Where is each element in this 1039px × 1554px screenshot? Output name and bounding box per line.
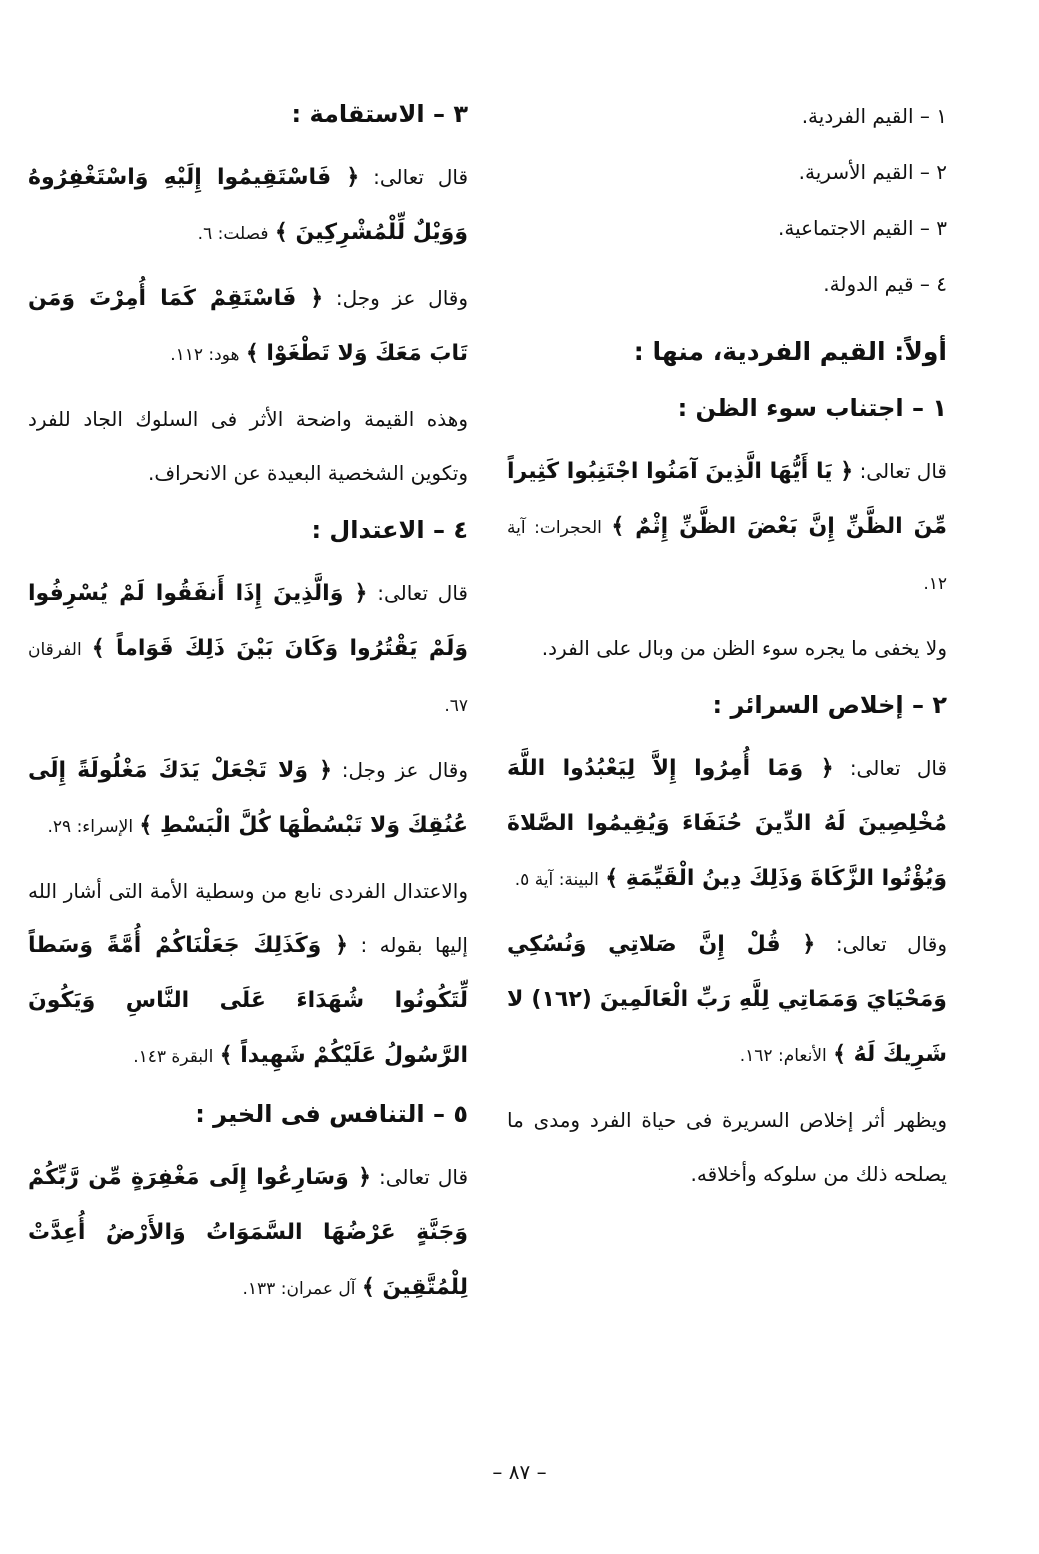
verse-text: ﴿ وَلا تَجْعَلْ يَدَكَ مَغْلُولَةً إِلَى عُنُقِكَ وَلا تَبْسُطْهَا كُلَّ الْبَسْطِ ﴾ (28, 758, 468, 838)
verse-reference: الأنعام: ١٦٢. (739, 1046, 827, 1066)
quran-quote (28, 1150, 468, 1316)
list-item: ٤ – قيم الدولة. (823, 272, 947, 296)
quote-intro: وقال عز وجل: (335, 286, 469, 310)
quran-quote (28, 271, 468, 382)
quote-intro: قال تعالى: (849, 756, 948, 780)
verse-text: ﴿ فَاسْتَقِيمُوا إِلَيْهِ وَاسْتَغْفِرُوهُ وَوَيْلٌ لِّلْمُشْرِكِينَ ﴾ (28, 165, 468, 245)
quran-quote (28, 743, 468, 854)
verse-reference: فصلت: ٦. (197, 224, 269, 244)
verse-text: ﴿ وَمَا أُمِرُوا إِلاَّ لِيَعْبُدُوا اللَّهَ مُخْلِصِينَ لَهُ الدِّينَ حُنَفَاءَ وَيُقِيمُوا الصَّلاةَ وَيُؤْتُوا الزَّكَاةَ وَذَلِكَ دِينُ الْقَيِّمَةِ ﴾ (507, 756, 947, 891)
values-list (507, 88, 947, 312)
item-heading: ٥ – التنافس فى الخير : (195, 1100, 468, 1128)
quote-intro: وقال عز وجل: (341, 758, 469, 782)
item-heading: ٣ – الاستقامة : (291, 100, 468, 128)
quran-quote (28, 150, 468, 261)
verse-text: ﴿ يَا أَيُّهَا الَّذِينَ آمَنُوا اجْتَنِبُوا كَثِيراً مِّنَ الظَّنِّ إِنَّ بَعْضَ الظَّنِّ إِثْمٌ ﴾ (507, 459, 947, 539)
list-item: ١ – القيم الفردية. (801, 104, 947, 128)
list-item: ٣ – القيم الاجتماعية. (777, 216, 947, 240)
quote-intro: قال تعالى: (373, 165, 469, 189)
quote-intro: والاعتدال الفردى نابع من وسطية الأمة التى أشار الله إليها بقوله : (28, 879, 468, 957)
quran-quote (507, 741, 947, 907)
verse-reference: هود: ١١٢. (170, 345, 240, 365)
page-number: – ٨٧ – (492, 1460, 547, 1484)
verse-text: ﴿ وَسَارِعُوا إِلَى مَغْفِرَةٍ مِّن رَّبِّكُمْ وَجَنَّةٍ عَرْضُهَا السَّمَوَاتُ وَالأَرْضُ أُعِدَّتْ لِلْمُتَّقِينَ ﴾ (28, 1165, 468, 1300)
quote-intro: قال تعالى: (379, 1165, 469, 1189)
left-column (28, 88, 468, 1326)
quote-intro: قال تعالى: (377, 581, 468, 605)
commentary: ويظهر أثر إخلاص السريرة فى حياة الفرد ومدى ما يصلحه ذلك من سلوكه وأخلاقه. (507, 1108, 947, 1186)
quote-intro: قال تعالى: (859, 459, 947, 483)
quran-quote (28, 566, 468, 733)
verse-text: ﴿ قُلْ إِنَّ صَلاتِي وَنُسُكِي وَمَحْيَايَ وَمَمَاتِي لِلَّهِ رَبِّ الْعَالَمِينَ (١٦٢) لا شَرِيكَ لَهُ ﴾ (507, 932, 947, 1067)
verse-text: ﴿ وَكَذَلِكَ جَعَلْنَاكُمْ أُمَّةً وَسَطاً لِّتَكُونُوا شُهَدَاءَ عَلَى النَّاسِ وَيَكُونَ الرَّسُولُ عَلَيْكُمْ شَهِيداً ﴾ (28, 933, 468, 1068)
verse-reference: آل عمران: ١٣٣. (242, 1279, 356, 1299)
verse-text: ﴿ وَالَّذِينَ إِذَا أَنفَقُوا لَمْ يُسْرِفُوا وَلَمْ يَقْتُرُوا وَكَانَ بَيْنَ ذَلِكَ قَوَاماً ﴾ (28, 581, 469, 661)
verse-text: ﴿ فَاسْتَقِمْ كَمَا أُمِرْتَ وَمَن تَابَ مَعَكَ وَلا تَطْغَوْا ﴾ (28, 286, 468, 366)
list-item: ٢ – القيم الأسرية. (798, 160, 947, 184)
verse-reference: البقرة ١٤٣. (133, 1047, 214, 1067)
item-heading: ١ – اجتناب سوء الظن : (677, 394, 947, 422)
section-heading: أولاً: القيم الفردية، منها : (633, 337, 947, 366)
verse-reference: الإسراء: ٢٩. (47, 817, 134, 837)
commentary: ولا يخفى ما يجره سوء الظن من وبال على الفرد. (541, 636, 947, 660)
verse-reference: البينة: آية ٥. (514, 870, 599, 890)
quran-quote (507, 917, 947, 1083)
quran-quote (507, 444, 947, 611)
quote-intro: وقال تعالى: (835, 932, 948, 956)
verse-reference: الحجرات: آية ١٢. (507, 518, 947, 594)
quran-quote (28, 864, 468, 1084)
commentary: وهذه القيمة واضحة الأثر فى السلوك الجاد للفرد وتكوين الشخصية البعيدة عن الانحراف. (28, 407, 468, 485)
right-column (507, 88, 947, 1211)
verse-reference: الفرقان ٦٧. (28, 640, 468, 716)
item-heading: ٤ – الاعتدال : (311, 516, 468, 544)
item-heading: ٢ – إخلاص السرائر : (712, 691, 947, 719)
